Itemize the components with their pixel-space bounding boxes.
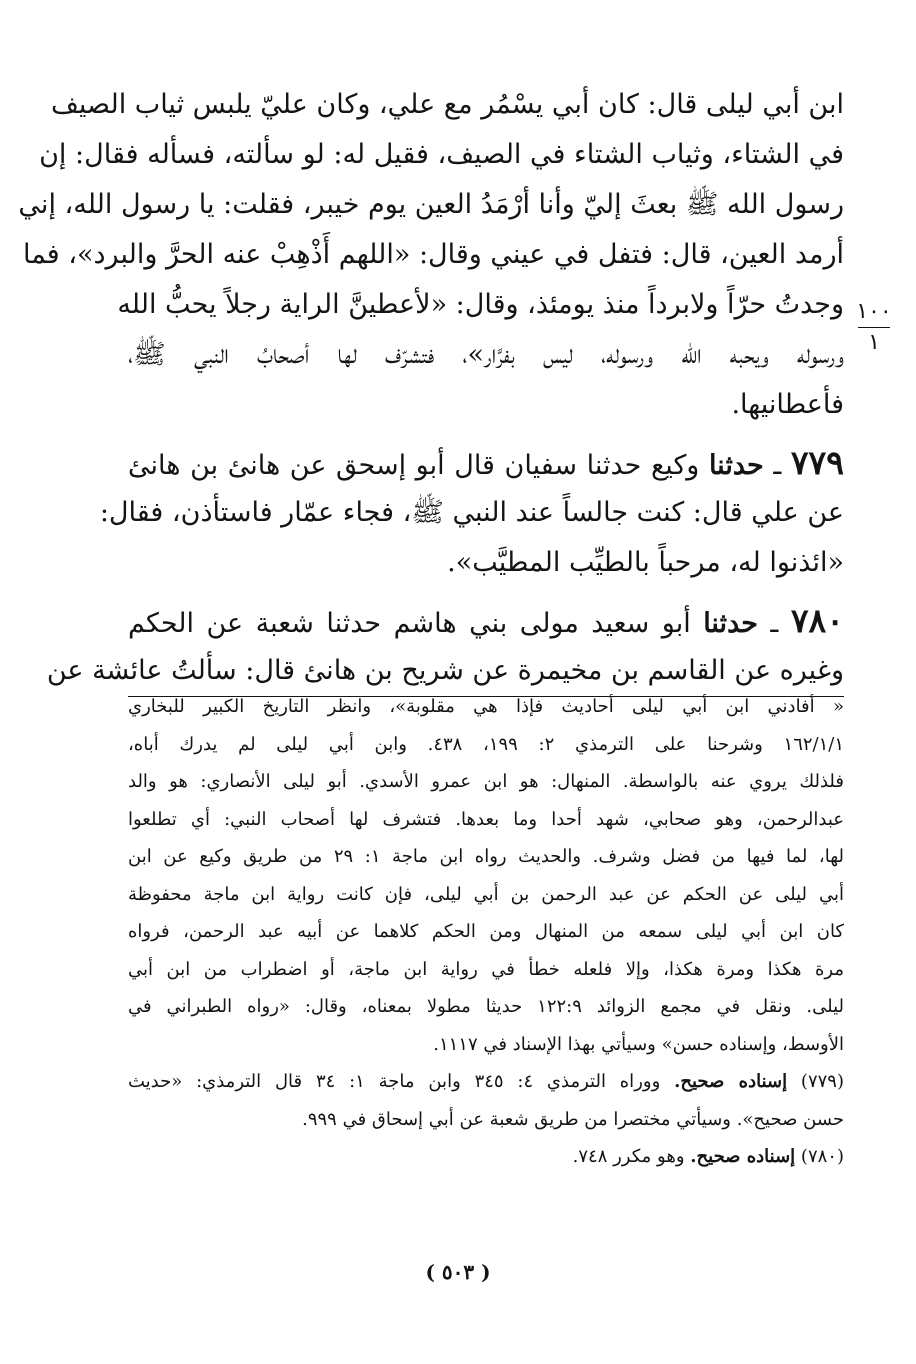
text-line: فأعطانيها. — [731, 389, 844, 420]
text-line: أرمد العين، قال: فتفل في عيني وقال: «اللهم أَذْهِبْ عنه الحرَّ والبرد»، فما — [22, 239, 844, 270]
footnote-line: ١٦٢/١/١ وشرحنا على الترمذي ٢: ١٩٩، ٤٣٨. وابن أبي ليلى لم يدرك أباه، — [128, 733, 844, 755]
margin-ref-top: ١٠٠ — [856, 299, 892, 324]
text-line: وجدتُ حرّاً ولابرداً منذ يومئذ، وقال: «لأعطينَّ الراية رجلاً يحبُّ الله — [117, 289, 844, 320]
note-ref: (٧٧٩) — [800, 1071, 844, 1092]
hadith-text: أبو سعيد مولى بني هاشم حدثنا شعبة عن الحكم — [128, 608, 691, 639]
text-line: في الشتاء، وثياب الشتاء في الصيف، فقيل له: لو سألته، فسأله فقال: إن — [39, 139, 844, 170]
footnote-line: مرة هكذا ومرة هكذا، وإلا فلعله خطأ في رواية ابن ماجة، أو اضطراب من ابن أبي — [128, 958, 845, 980]
page-number: ( ٥٠٣ ) — [425, 1260, 491, 1284]
hadith-779 — [99, 438, 845, 588]
haddathana-word: حدثنا — [708, 450, 764, 481]
text-line: ورسوله ويحبه الله ورسوله، ليس بفرَّار»، فتشرّف لها أصحابُ النبي ﷺ، — [128, 339, 844, 370]
paragraph-gap — [128, 430, 844, 438]
text-line: «ائذنوا له، مرحباً بالطيِّب المطيَّب». — [447, 547, 844, 578]
text-line: ابن أبي ليلى قال: كان أبي يسْمُر مع علي، وكان عليّ يلبس ثياب الصيف — [50, 89, 844, 120]
footnote-line: فلذلك يروي عنه بالواسطة. المنهال: هو ابن عمرو الأسدي. أبو ليلى الأنصاري: هو والد — [128, 771, 844, 792]
footnote-line: عبدالرحمن، وهو صحابي، شهد أحدا وما بعدها. فتشرف لها أصحاب النبي: أي تطلعوا — [128, 808, 844, 830]
dash: ـ — [773, 450, 782, 481]
text-line: وغيره عن القاسم بن مخيمرة عن شريح بن هانئ قال: سألتُ عائشة عن — [128, 646, 844, 697]
footnotes — [128, 688, 844, 1176]
text-line: عن علي قال: كنت جالساً عند النبي ﷺ، فجاء عمّار فاستأذن، فقال: — [99, 497, 844, 528]
hadith-780 — [46, 596, 844, 697]
note-ref: (٧٨٠) — [800, 1146, 844, 1167]
note-text: وهو مكرر ٧٤٨. — [572, 1146, 685, 1167]
footnote-line: لها، لما فيها من فضل وشرف. والحديث رواه ابن ماجة ١: ٢٩ من طريق وكيع عن ابن — [128, 846, 844, 867]
note-label: إسناده صحيح. — [674, 1071, 788, 1092]
note-text: ووراه الترمذي ٤: ٣٤٥ وابن ماجة ١: ٣٤ قال الترمذي: «حديث — [128, 1071, 661, 1092]
text-line: رسول الله ﷺ بعثَ إليّ وأنا أرْمَدُ العين يوم خيبر، فقلت: يا رسول الله، إني — [18, 189, 844, 220]
margin-ref-bar — [858, 327, 890, 328]
footnote-line: « أفادني ابن أبي ليلى أحاديث فإذا هي مقلوبة»، وانظر التاريخ الكبير للبخاري — [128, 696, 844, 717]
note-label: إسناده صحيح. — [690, 1146, 796, 1167]
hadith-first-line — [128, 596, 844, 646]
note-779-line — [128, 1063, 844, 1101]
paragraph-gap — [128, 588, 844, 596]
main-text — [18, 80, 845, 697]
note-780-line — [128, 1138, 844, 1176]
footnote-line: أبي ليلى عن الحكم عن عبد الرحمن بن أبي ليلى، فإن كانت رواية ابن ماجة محفوظة — [128, 883, 844, 905]
footnote-line: كان ابن أبي ليلى سمعه من المنهال ومن الحكم كلاهما عن أبيه عبد الرحمن، فرواه — [128, 921, 844, 942]
hadith-first-line — [128, 438, 844, 488]
note-779-line-2: حسن صحيح». وسيأتي مختصرا من طريق شعبة عن أبي إسحاق في ٩٩٩. — [302, 1108, 844, 1130]
hadith-text: وكيع حدثنا سفيان قال أبو إسحق عن هانئ بن هانئ — [128, 450, 700, 481]
hadith-number: ٧٧٩ — [790, 443, 845, 482]
haddathana-word: حدثنا — [703, 608, 758, 639]
footnote-line: الأوسط، وإسناده حسن» وسيأتي بهذا الإسناد في ١١١٧. — [433, 1033, 844, 1055]
margin-ref-bottom: ١ — [868, 330, 880, 355]
dash: ـ — [770, 608, 779, 639]
hadith-number: ٧٨٠ — [790, 601, 844, 640]
footnote-line: ليلى. ونقل في مجمع الزوائد ١٢٢:٩ حديثا مطولا بمعناه، وقال: «رواه الطبراني في — [128, 996, 844, 1017]
margin-reference — [852, 300, 896, 355]
